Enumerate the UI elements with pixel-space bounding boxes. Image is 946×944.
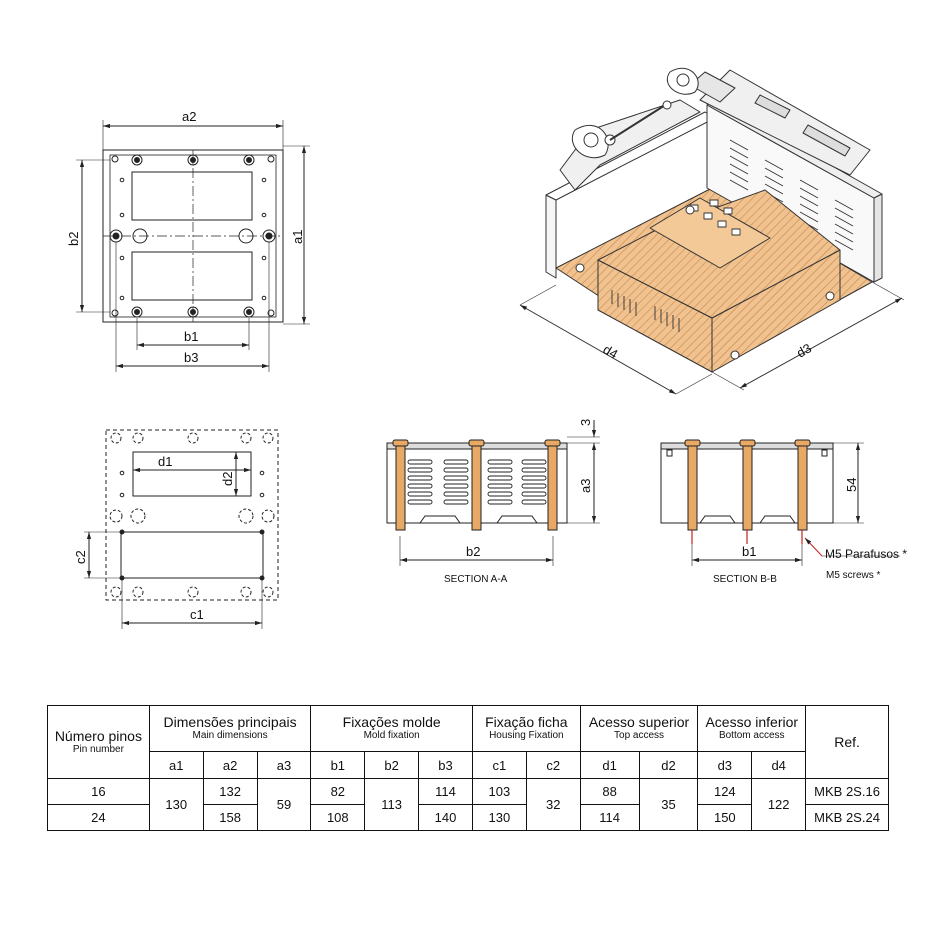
header-top-access: Acesso superior Top access [580,706,698,752]
header-housing-fixation: Fixação ficha Housing Fixation [472,706,580,752]
screws-label-pt: M5 Parafusos * [825,547,908,561]
section-bb-caption: SECTION B-B [713,574,777,585]
label-a2: a2 [182,109,197,124]
cell-d2: 35 [639,779,698,831]
cell-d1: 88 [580,779,639,805]
col-header: d2 [639,752,698,779]
col-header: a1 [149,752,203,779]
label-d3: d3 [794,340,815,361]
label-c2: c2 [73,550,88,564]
cell-c1: 130 [472,805,526,831]
col-header: d4 [752,752,806,779]
cell-c1: 103 [472,779,526,805]
cell-a2: 158 [203,805,257,831]
cell-d3: 124 [698,779,752,805]
cell-d3: 150 [698,805,752,831]
isometric-view [520,68,904,394]
cell-a2: 132 [203,779,257,805]
label-b2-section: b2 [466,544,481,559]
col-header: d1 [580,752,639,779]
specifications-table [47,705,889,831]
cell-b1: 82 [311,779,365,805]
label-b1: b1 [184,329,199,344]
label-b2: b2 [66,231,81,246]
label-fifty-four: 54 [844,477,859,492]
cell-b3: 114 [419,779,473,805]
label-d2: d2 [220,471,235,486]
label-a3: a3 [578,478,593,493]
col-header: b3 [419,752,473,779]
cell-b2: 113 [365,779,419,831]
section-aa-screws [393,440,560,530]
section-aa-caption: SECTION A-A [444,574,508,585]
cell-c2: 32 [526,779,580,831]
col-header: d3 [698,752,752,779]
table-row [48,779,889,805]
screws-label-en: M5 screws * [826,570,881,581]
label-d4: d4 [600,341,621,362]
label-a1: a1 [290,229,305,244]
cell-ref: MKB 2S.16 [806,779,889,805]
label-d1: d1 [158,454,173,469]
label-three: 3 [578,418,593,426]
top-view-window-upper [132,172,252,220]
col-header: a2 [203,752,257,779]
col-header: c2 [526,752,580,779]
cell-d4: 122 [752,779,806,831]
label-b3: b3 [184,350,199,365]
cell-pins: 24 [48,805,150,831]
top-view-window-lower [132,252,252,300]
header-main-dimensions: Dimensões principais Main dimensions [149,706,311,752]
cell-d1: 114 [580,805,639,831]
bottom-view [84,430,278,629]
col-header: a3 [257,752,311,779]
cell-a1: 130 [149,779,203,831]
cell-b3: 140 [419,805,473,831]
header-pin-number: Número pinos Pin number [48,706,150,779]
header-mold-fixation: Fixações molde Mold fixation [311,706,473,752]
cell-ref: MKB 2S.24 [806,805,889,831]
label-c1: c1 [190,607,204,622]
label-b1-section: b1 [742,544,757,559]
col-header: c1 [472,752,526,779]
section-aa-view [387,420,600,566]
col-header: b1 [311,752,365,779]
cell-pins: 16 [48,779,150,805]
cell-a3: 59 [257,779,311,831]
header-bottom-access: Acesso inferior Bottom access [698,706,806,752]
section-bb-screws [685,440,810,530]
bottom-view-outline [106,430,278,600]
col-header: b2 [365,752,419,779]
header-ref: Ref. [806,706,889,779]
cell-b1: 108 [311,805,365,831]
bottom-view-housing-window [121,532,263,578]
